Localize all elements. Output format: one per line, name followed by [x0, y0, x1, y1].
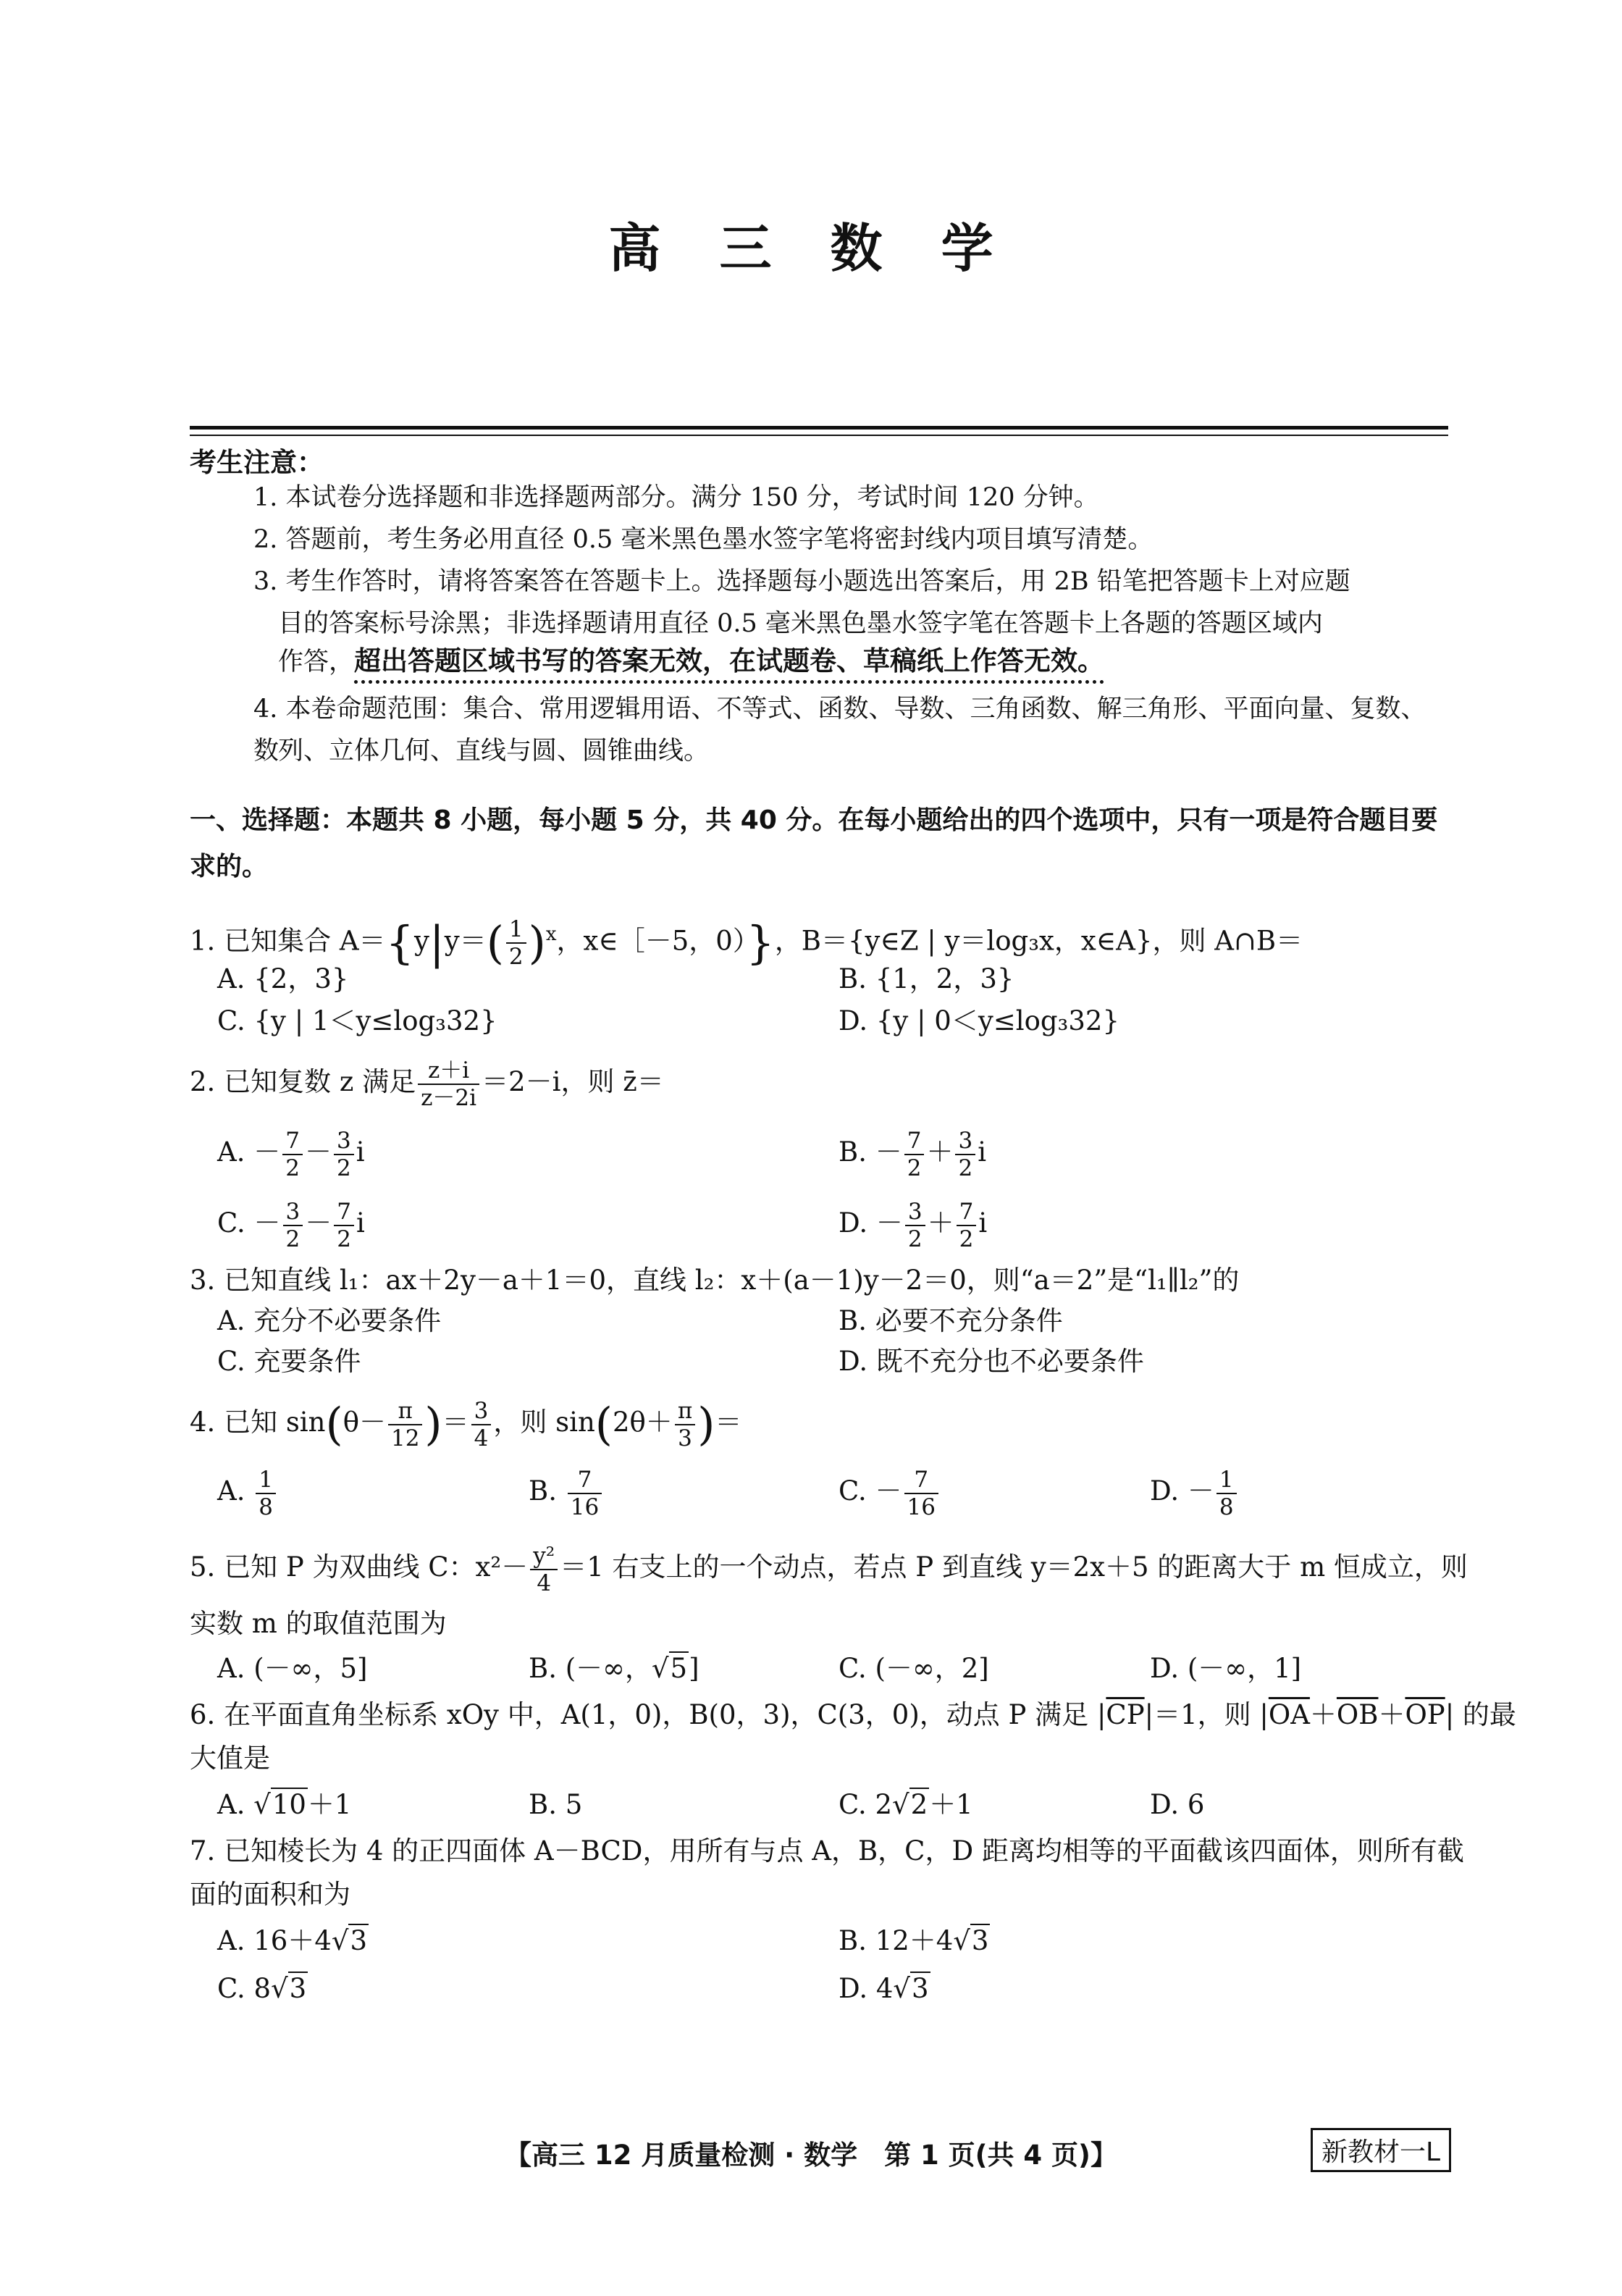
q4-text-d: 2θ＋ [612, 1407, 673, 1438]
question-1 [190, 905, 1450, 970]
q2-text-b: ＝2－i，则 z̄＝ [482, 1066, 664, 1097]
q6-option-d[interactable]: D. 6 [1150, 1789, 1205, 1820]
notice-item-3-cont: 目的答案标号涂黑；非选择题请用直径 0.5 毫米黑色墨水签字笔在答题卡上各题的答题区域内 [278, 609, 1323, 638]
q7-option-d[interactable] [839, 1967, 930, 2011]
q3-option-c[interactable]: C. 充要条件 [217, 1346, 361, 1377]
q6-vector-oa: $\overline{OA}$ [1268, 1699, 1310, 1730]
q2d-op: ＋ [927, 1207, 954, 1239]
q2c-d1: 2 [285, 1225, 301, 1252]
q5b-end: ] [689, 1653, 699, 1684]
q5-frac-den: 4 [537, 1570, 552, 1596]
q2d-suffix: i [978, 1207, 988, 1239]
q1-frac-den: 2 [508, 943, 524, 970]
section-heading: 一、选择题：本题共 8 小题，每小题 5 分，共 40 分。在每小题给出的四个选项中，只有一项是符合题目要 [190, 805, 1438, 835]
notice-item-3: 3. 考生作答时，请将答案答在答题卡上。选择题每小题选出答案后，用 2B 铅笔把答题卡上对应题 [253, 567, 1350, 596]
q3-option-d[interactable]: D. 既不充分也不必要条件 [839, 1346, 1144, 1377]
q4-option-a[interactable] [217, 1460, 278, 1522]
q1-var: y [414, 925, 429, 957]
q6c-radicand: 2 [910, 1789, 928, 1820]
q2-fraction [418, 1057, 479, 1111]
q1-text-c: ，x∈［－5，0） [556, 925, 747, 957]
question-4 [190, 1392, 1450, 1453]
q5-fraction [530, 1543, 558, 1596]
q4a-num: 1 [256, 1467, 276, 1494]
q4c-num: 7 [904, 1467, 938, 1494]
q2c-frac2 [334, 1199, 354, 1252]
q1-bar: | [429, 916, 445, 969]
q2b-d2: 2 [958, 1155, 973, 1181]
q7a-sqrt-sign: √ [331, 1925, 349, 1956]
notice-emphasis: 超出答题区域书写的答案无效，在试题卷、草稿纸上作答无效。 [354, 645, 1105, 676]
q2c-d2: 2 [337, 1225, 351, 1252]
q1-frac-num: 1 [506, 916, 526, 944]
q7b-sqrt-sign: √ [953, 1925, 970, 1956]
q4-option-b[interactable] [529, 1460, 604, 1522]
q2d-prefix: D. － [839, 1207, 903, 1239]
q2a-n2: 3 [334, 1128, 354, 1155]
q1-text-a: 1. 已知集合 A＝ [190, 925, 386, 957]
q2-option-c[interactable] [217, 1192, 365, 1254]
q4-text-a: 4. 已知 sin [190, 1407, 326, 1438]
q1-brace-open: { [385, 916, 414, 969]
q5-option-c[interactable]: C. (－∞，2] [839, 1653, 989, 1684]
q6c-sqrt-sign: √ [892, 1789, 909, 1820]
q2-text-a: 2. 已知复数 z 满足 [190, 1066, 416, 1097]
q2a-frac2 [334, 1128, 354, 1181]
q2d-n1: 3 [905, 1199, 925, 1226]
q6a-prefix: A. [217, 1789, 254, 1820]
q7d-prefix: D. 4 [839, 1973, 894, 2004]
q4-paren2-open: ( [594, 1397, 613, 1451]
q7d-radicand: 3 [912, 1973, 929, 2004]
q7a-prefix: A. 16＋4 [217, 1925, 332, 1956]
question-2 [190, 1052, 1450, 1113]
q4b-num: 7 [568, 1467, 602, 1494]
q6c-suffix: ＋1 [929, 1789, 973, 1820]
q3-option-b[interactable]: B. 必要不充分条件 [839, 1305, 1063, 1336]
q4-value-num: 3 [471, 1398, 492, 1425]
question-7: 7. 已知棱长为 4 的正四面体 A－BCD，用所有与点 A，B，C，D 距离均相等的平面截该四面体，则所有截 [190, 1835, 1464, 1866]
q1-text-b: y＝ [444, 925, 487, 957]
question-6 [190, 1693, 1516, 1737]
q6a-suffix: ＋1 [307, 1789, 352, 1820]
edition-badge: 新教材一L [1311, 2128, 1451, 2172]
q2c-op: － [305, 1207, 332, 1239]
q2b-d1: 2 [907, 1155, 922, 1181]
q6-vector-cp: $\overline{CP}$ [1106, 1699, 1145, 1730]
q4-value-den: 4 [474, 1425, 489, 1451]
q4-option-c[interactable] [839, 1460, 941, 1522]
q4d-num: 1 [1216, 1467, 1237, 1494]
q4-pi2: π [675, 1398, 695, 1425]
q6-option-c[interactable] [839, 1783, 973, 1827]
q4-den2: 3 [678, 1425, 692, 1451]
q7-option-c[interactable] [217, 1967, 308, 2011]
q5b-sqrt-sign: √ [651, 1653, 669, 1684]
q2b-frac1 [904, 1128, 925, 1181]
q4d-frac [1216, 1467, 1237, 1520]
q1-option-c[interactable]: C. {y | 1＜y≤log₃32} [217, 1005, 497, 1036]
q4-eq2: ＝ [715, 1407, 742, 1438]
q6-text-b: |＝1，则 | [1144, 1699, 1269, 1730]
q2a-prefix: A. － [217, 1136, 281, 1168]
q2d-d1: 2 [907, 1225, 923, 1252]
q2a-suffix: i [356, 1136, 365, 1168]
q4-frac2 [675, 1398, 695, 1451]
question-3: 3. 已知直线 l₁：ax＋2y－a＋1＝0，直线 l₂：x＋(a－1)y－2＝0，则“a＝2”是“l₁∥l₂”的 [190, 1265, 1240, 1296]
q6-vector-op: $\overline{OP}$ [1405, 1699, 1445, 1730]
q4b-den: 16 [570, 1493, 600, 1520]
q1-option-a[interactable]: A. {2，3} [217, 963, 349, 994]
q6-option-b[interactable]: B. 5 [529, 1789, 583, 1820]
q7c-prefix: C. 8 [217, 1973, 272, 2004]
q1-text-d: ，B＝{y∈Z | y＝log₃x，x∈A}，则 A∩B＝ [774, 925, 1303, 957]
q2-option-b[interactable] [839, 1121, 986, 1183]
q4-paren1-open: ( [325, 1397, 343, 1451]
notice-item-2: 2. 答题前，考生务必用直径 0.5 毫米黑色墨水签字笔将密封线内项目填写清楚。 [253, 525, 1154, 554]
q5-text-b: ＝1 右支上的一个动点，若点 P 到直线 y＝2x＋5 的距离大于 m 恒成立，则 [560, 1551, 1468, 1583]
q2-frac-num: z＋i [418, 1057, 479, 1085]
q7b-prefix: B. 12＋4 [839, 1925, 954, 1956]
q4c-prefix: C. － [839, 1475, 902, 1507]
q2c-suffix: i [356, 1207, 365, 1239]
q3-option-a[interactable]: A. 充分不必要条件 [217, 1305, 442, 1336]
q6-plus-1: ＋ [1309, 1699, 1337, 1730]
q4d-den: 8 [1219, 1493, 1234, 1520]
header-rule-thick [190, 426, 1448, 430]
q2b-n2: 3 [955, 1128, 975, 1155]
q4d-prefix: D. － [1150, 1475, 1214, 1507]
q7-option-b[interactable] [839, 1919, 990, 1963]
notice-heading: 考生注意： [190, 447, 324, 478]
q7a-radicand: 3 [350, 1925, 367, 1956]
q2c-frac1 [283, 1199, 303, 1252]
q2d-frac1 [905, 1199, 925, 1252]
question-5 [190, 1538, 1468, 1596]
q5b-radicand: 5 [670, 1653, 688, 1684]
q4-option-d[interactable] [1150, 1460, 1239, 1522]
q2-option-a[interactable] [217, 1121, 365, 1183]
q6a-radicand: 10 [272, 1789, 306, 1820]
q5-option-d[interactable]: D. (－∞，1] [1150, 1653, 1302, 1684]
question-5-cont: 实数 m 的取值范围为 [190, 1608, 447, 1639]
q2a-d2: 2 [336, 1155, 351, 1181]
q2c-prefix: C. － [217, 1207, 281, 1239]
q4-eq: ＝ [442, 1407, 469, 1438]
q6c-prefix: C. 2 [839, 1789, 893, 1820]
q2-frac-den: z－2i [421, 1084, 477, 1111]
q7b-radicand: 3 [971, 1925, 989, 1956]
q2c-n2: 7 [334, 1199, 354, 1226]
q4-frac-value [471, 1398, 492, 1451]
section-heading-cont: 求的。 [190, 852, 269, 881]
header-rule-thin [190, 435, 1448, 436]
q6-option-a[interactable] [217, 1783, 351, 1827]
q4-paren1-close: ) [424, 1397, 442, 1451]
q6-vector-ob: $\overline{OB}$ [1336, 1699, 1379, 1730]
q4-pi1: π [388, 1398, 422, 1425]
q2b-suffix: i [978, 1136, 987, 1168]
page-footer: 【高三 12 月质量检测 · 数学 第 1 页(共 4 页)】 [505, 2140, 1117, 2171]
q4a-prefix: A. [217, 1475, 254, 1507]
q4a-den: 8 [259, 1493, 273, 1520]
question-6-cont: 大值是 [190, 1743, 270, 1774]
q1-option-d[interactable]: D. {y | 0＜y≤log₃32} [839, 1005, 1119, 1036]
q2d-d2: 2 [959, 1225, 974, 1252]
q5-text-a: 5. 已知 P 为双曲线 C：x²－ [190, 1551, 529, 1583]
q2d-frac2 [957, 1199, 977, 1252]
q2a-op: － [304, 1136, 332, 1168]
q2b-n1: 7 [904, 1128, 925, 1155]
exam-title: 高 三 数 学 [608, 217, 1014, 279]
q2d-n2: 7 [957, 1199, 977, 1226]
q1-paren-close: ) [528, 916, 546, 969]
q7c-radicand: 3 [289, 1973, 307, 2004]
q2a-n1: 7 [282, 1128, 303, 1155]
notice-item-4-cont: 列、立体几何、直线与圆、圆锥曲线。 [278, 737, 710, 766]
q2b-op: ＋ [926, 1136, 954, 1168]
q5-option-a[interactable]: A. (－∞，5] [217, 1653, 368, 1684]
q7-option-a[interactable] [217, 1919, 369, 1963]
q1-brace-close: } [746, 916, 775, 969]
q6-text-a: 6. 在平面直角坐标系 xOy 中，A(1，0)，B(0，3)，C(3，0)，动点 P 满足 | [190, 1699, 1106, 1730]
q4-text-b: θ－ [343, 1407, 386, 1438]
notice-item-3-end-text: 作答， [278, 648, 355, 676]
notice-item-1: 1. 本试卷分选择题和非选择题两部分。满分 150 分，考试时间 120 分钟。 [253, 483, 1099, 512]
q4-paren2-close: ) [697, 1397, 715, 1451]
q1-fraction [506, 916, 526, 970]
q4-den1: 12 [390, 1425, 420, 1451]
q4-frac1 [388, 1398, 422, 1451]
q5-frac-num: y² [530, 1543, 558, 1570]
q2a-frac1 [282, 1128, 303, 1181]
q4-text-c: ，则 sin [493, 1407, 595, 1438]
q2b-prefix: B. － [839, 1136, 902, 1168]
q2a-d1: 2 [285, 1155, 300, 1181]
q6-plus-2: ＋ [1378, 1699, 1405, 1730]
q4c-frac [904, 1467, 938, 1520]
q1-paren-open: ( [486, 916, 504, 969]
q5b-prefix: B. (－∞， [529, 1653, 652, 1684]
q2c-n1: 3 [283, 1199, 303, 1226]
q2-option-d[interactable] [839, 1192, 987, 1254]
q1-exponent: x [545, 923, 557, 945]
question-7-cont: 面的面积和为 [190, 1879, 350, 1910]
q1-option-b[interactable]: B. {1，2，3} [839, 963, 1014, 994]
q7c-sqrt-sign: √ [271, 1973, 288, 2004]
q4b-frac [568, 1467, 602, 1520]
notice-item-4: 4. 本卷命题范围：集合、常用逻辑用语、不等式、函数、导数、三角函数、解三角形、平面向量、复数、数 [253, 695, 1426, 766]
q6-text-c: | 的最 [1445, 1699, 1516, 1730]
q4c-den: 16 [907, 1493, 936, 1520]
q6a-sqrt-sign: √ [253, 1789, 271, 1820]
q4b-prefix: B. [529, 1475, 566, 1507]
notice-item-3-end [278, 637, 1448, 686]
q4a-frac [256, 1467, 276, 1520]
q2b-frac2 [955, 1128, 975, 1181]
q5-option-b[interactable] [529, 1647, 699, 1690]
q7d-sqrt-sign: √ [893, 1973, 910, 2004]
